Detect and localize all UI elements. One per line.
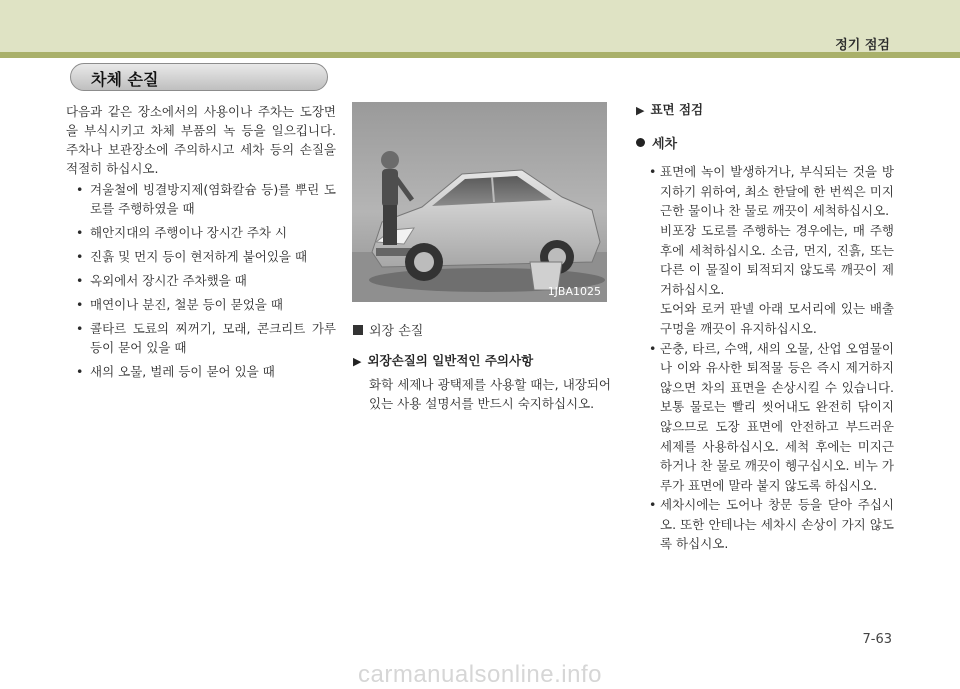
surface-check-title: 표면 점검: [650, 102, 704, 117]
washing-bullet-text: • 표면에 녹이 발생하거나, 부식되는 것을 방지하기 위하여, 최소 한달에 한 번씩은 미지근한 물이나 찬 물로 깨끗이 세척하십시오.: [660, 164, 894, 219]
washing-title: 세차: [652, 136, 678, 152]
list-item: • 겨울철에 빙결방지제(염화칼슘 등)를 뿌린 도로를 주행하였을 때: [66, 180, 336, 218]
left-column: [66, 102, 336, 386]
page-number: 7-63: [862, 632, 892, 647]
washing-list: [636, 162, 894, 554]
intro-paragraph: 다음과 같은 장소에서의 사용이나 주차는 도장면을 부식시키고 차체 부품의 녹 등을 일으킵니다. 주차나 보관장소에 주의하시고 세차 등의 손질을 적절히 하십시오.: [66, 104, 336, 176]
washing-bullet-para: 도어와 로커 판넬 아래 모서리에 있는 배출구멍을 깨끗이 유지하십시오.: [660, 301, 894, 336]
exterior-care-title: 외장 손질: [369, 324, 424, 339]
figure-code: 1JBA1025: [547, 285, 601, 298]
list-item: • 콜타르 도료의 찌꺼기, 모래, 콘크리트 가루 등이 묻어 있을 때: [66, 319, 336, 357]
washing-heading: [636, 135, 894, 155]
conditions-list: [66, 180, 336, 381]
filled-circle-icon: [636, 138, 645, 147]
list-item: • 해안지대의 주행이나 장시간 주차 시: [66, 223, 336, 242]
section-title-pill: [70, 63, 328, 91]
car-washing-illustration: [352, 102, 607, 302]
list-item: [636, 162, 894, 338]
list-item: • 진흙 및 먼지 등이 현저하게 붙어있을 때: [66, 247, 336, 266]
surface-check-heading: [636, 100, 894, 121]
precautions-body: 화학 세제나 광택제를 사용할 때는, 내장되어 있는 사용 설명서를 반드시 숙지하십시오.: [369, 377, 611, 411]
triangle-right-icon: ▶: [636, 104, 645, 117]
precautions-title: 외장손질의 일반적인 주의사항: [367, 353, 534, 368]
list-item: • 매연이나 분진, 철분 등이 묻었을 때: [66, 295, 336, 314]
square-bullet-icon: [353, 325, 363, 335]
header-band: [0, 0, 960, 52]
list-item: • 세차시에는 도어나 창문 등을 닫아 주십시오. 또한 안테나는 세차시 손상이 가지 않도록 하십시오.: [636, 495, 894, 554]
watermark: carmanualsonline.info: [358, 661, 602, 688]
middle-column: [353, 322, 611, 413]
list-item: • 곤충, 타르, 수액, 새의 오물, 산업 오염물이나 이와 유사한 퇴적물 등은 즉시 제거하지 않으면 차의 표면을 손상시킬 수 있습니다. 보통 물로는 빨리 씻어내도 완전히 닦이지 않으므로 도장 표면에 안전하고 부드러운 세제를 사용하십시오. 세척 후에는 미지근하거나 찬 물로 깨끗이 헹구십시오. 비누 가루가 표면에 말라 붙지 않도록 하십시오.: [636, 339, 894, 496]
exterior-care-heading: [353, 322, 611, 341]
precautions-heading: [353, 351, 611, 371]
triangle-right-icon: ▶: [353, 355, 362, 368]
washing-bullet-para: 비포장 도로를 주행하는 경우에는, 매 주행 후에 세척하십시오. 소금, 먼지, 진흙, 또는 다른 이 물질이 퇴적되지 않도록 깨끗이 제거하십시오.: [660, 222, 894, 297]
right-column: [636, 100, 894, 554]
car-image: [352, 102, 607, 302]
section-title: 차체 손질: [91, 70, 159, 89]
list-item: • 옥외에서 장시간 주차했을 때: [66, 271, 336, 290]
header-rule: [0, 52, 960, 58]
header-title: 정기 점검: [835, 38, 890, 53]
list-item: • 새의 오물, 벌레 등이 묻어 있을 때: [66, 362, 336, 381]
